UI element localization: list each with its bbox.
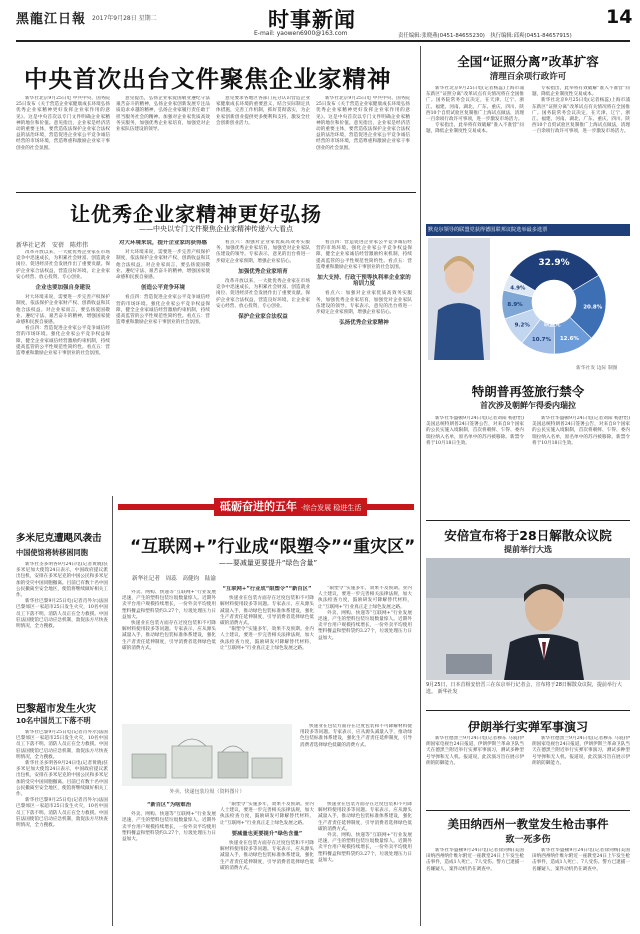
internet-plus-body-col6: 快递业在包装方面存在过度包装和不可降解材料使用较多等问题。专家表示，应从源头减量入手，推动绿色包装标准体系建设，强化生产者责任延伸制度，引导消费者选择绿色低碳的消费方式。 外卖、网购、快递等“互联网+”行业发展迅速，产生的塑料包装垃圾数量惊人。近期外卖平台用户规模持续增长，一份外卖平均使用塑料餐盒和塑料袋约3.27个，垃圾处理压力日益加大。	[318, 802, 412, 863]
lead-headline: 中央首次出台文件聚焦企业家精神	[24, 65, 392, 93]
feature-body-col4: 看点四：营造促进企业家公平竞争诚信经营的市场环境。强化企业家公平竞争权益保障，健全企业家诚信经营激励约束机制，持续提高监管的公平性规范性简约性。看点五：营造尊重和激励企业家干事创业的社会氛围。 加大支持、行政干预等执利率企业家的培训力度 看点六：加强对企业家优质高效务实服务，加强优秀企业家培育，加强党对企业家队伍建设的领导。专家表示，意见的出台将进一步稳定企业家预期，增强企业家信心。 弘扬优秀企业家精神	[316, 240, 412, 327]
tennessee-story	[426, 812, 630, 926]
election-chart-panel	[426, 224, 630, 376]
paris-subhead: 10名中国员工下落不明	[16, 716, 91, 725]
left-lower-divider	[112, 496, 113, 926]
feature-subhead-1: 对大环境来说，提升企业家的获得感	[118, 240, 207, 246]
feature-headline: 让优秀企业家精神更好弘扬	[70, 202, 322, 226]
pie-value-label-5: 8.9%	[507, 301, 523, 308]
tennessee-body-col1: 新华社华盛顿9月24日电(记者徐剑梅)美国田纳西州纳什维尔附近一座教堂24日上午发生枪击事件，造成1人死亡、7人受伤。警方已逮捕一名嫌疑人，案件动机仍在调查中。	[426, 848, 524, 872]
internet-plus-photo-caption: 外卖、快递包装垃圾（资料图片）	[169, 789, 245, 795]
license-body-col1: 新华社北京9月25日电(记者杨蕊)上海市浦东新区“证照分离”改革试点有关情况将在全国推广。国务院常务会议决定，在天津、辽宁、浙江、福建、河南、湖北、广东、重庆、四川、陕西10个自贸试验区复制推广上海试点做法，清理一百余项行政许可事项，进一步激发市场活力。 专家指出，此举将有效破解“准入不准营”问题，降低企业制度性交易成本。	[426, 86, 524, 135]
internet-plus-subhead: ——要减量更要提升“绿色含量”	[218, 559, 318, 567]
banner-title	[214, 498, 367, 516]
travel-ban-body-col1: 新华社华盛顿9月24日电(记者刘阳 杨舒怡)美国总统特朗普24日签署公告，对来自8个国家的公民实施入境限制，首次将朝鲜、乍得、委内瑞拉纳入名单，原名单中的苏丹被移除。新禁令将于10月18日生效。	[426, 416, 524, 446]
right-column-divider	[420, 46, 421, 926]
feature-subhead-2: 企业也要加强自身建设	[35, 285, 91, 292]
internet-plus-body-col2: “互联网+”行业成“限塑令”“新百区” 快递业在包装方面存在过度包装和不可降解材料使用较多等问题。专家表示，应从源头减量入手，推动绿色包装标准体系建设，强化生产者责任延伸制度，引导消费者选择绿色低碳的消费方式。 “限塑令”实施多年，效果不及预期。业内人士建议，要进一步完善相关法律法规，加大执法检查力度，鼓励研发可降解替代材料，让“互联网+”行业真正走上绿色发展之路。	[220, 586, 314, 651]
page-number: 14	[606, 6, 633, 28]
feature-subhead-5: 加大支持、行政干预等执利率企业家的培训力度	[317, 275, 411, 288]
internet-plus-headline: “互联网+”行业成“限塑令”“重灾区”	[130, 537, 416, 557]
license-subhead: 清理百余项行政许可	[489, 72, 567, 82]
travel-ban-story	[426, 378, 630, 518]
feature-byline: 新华社记者 安蓓 陈炜伟	[16, 242, 89, 249]
hurricane-subhead: 中国使馆将转移困同胞	[16, 548, 88, 557]
travel-ban-subhead: 首次涉及朝鲜乍得委内瑞拉	[480, 401, 576, 410]
lead-story	[16, 46, 414, 186]
internet-plus-body-col1: 外卖、网购、快递等“互联网+”行业发展迅速，产生的塑料包装垃圾数量惊人。近期外卖平台用户规模持续增长，一份外卖平均使用塑料餐盒和塑料袋约3.27个，垃圾处理压力日益加大。 快递业在包装方面存在过度包装和不可降解材料使用较多等问题。专家表示，应从源头减量入手，推动绿色包装标准体系建设，强化生产者责任延伸制度，引导消费者选择绿色低碳的消费方式。	[122, 590, 216, 651]
hurricane-headline: 多米尼克遭飓风袭击	[16, 533, 102, 544]
license-body-col2: 专家指出，此举将有效破解“准入不准营”问题，降低企业制度性交易成本。 新华社北京9月25日电(记者杨蕊)上海市浦东新区“证照分离”改革试点有关情况将在全国推广。国务院常务会议决定，在天津、辽宁、浙江、福建、河南、湖北、广东、重庆、四川、陕西10个自贸试验区复制推广上海试点做法，清理一百余项行政许可事项，进一步激发市场活力。	[532, 86, 630, 135]
issue-date: 2017年9月28日 星期二	[92, 15, 157, 22]
feature-body-col2: 对大环境来说，提升企业家的获得感 对大环境来说，需要进一步完善产权保护制度，依法保护企业家财产权、创新收益和其他合法权益。对企业家而言，要弘扬爱国敬业、遵纪守法、艰苦奋斗的精神，增强国家使命感和民族自豪感。 创造公平竞争环境 看点四：营造促进企业家公平竞争诚信经营的市场环境。强化企业家公平竞争权益保障，健全企业家诚信经营激励约束机制，持续提高监管的公平性规范性简约性。看点五：营造尊重和激励企业家干事创业的社会氛围。	[116, 240, 210, 326]
lead-divider	[16, 192, 416, 193]
chart-caption: 新华社发 边际 制图	[576, 366, 618, 371]
iran-body-col2: 新华社德黑兰9月24日电(记者穆东 马骁)伊朗国家电视台24日报道，伊朗伊斯兰革命卫队当天在德黑兰附近举行实弹军事演习，测试多种型号导弹和无人机。报道说，此次演习旨在展示伊朗的防御能力。	[532, 736, 630, 766]
pie-value-label-6: 4.9%	[510, 285, 526, 292]
editor-credits: 责任编辑:张晓燕(0451-84655230) 执行编辑:邱爽(0451-84657915)	[398, 33, 572, 39]
feature-subhead-7: 保护企业家合法权益	[238, 314, 288, 321]
internet-plus-subhead-1: “互联网+”行业成“限塑令”“新百区”	[222, 586, 312, 592]
feature-subhead-4: 加强优秀企业家培育	[238, 268, 288, 275]
hurricane-body: 新华社圣多明各9月24日电(记者黄晓)驻多米尼加大使馆24日表示，中国政府提议派出包机，安排在多米尼克的中国公民和多米尼加的受灾中国同胞撤离。目前已有数十名中国公民撤离至安全地区，使馆将继续做好相关工作。 新华社巴黎9月25日电(记者肖外尔)法国巴黎郊区一家超市25日发生火灾，10名中国员工下落不明。消防人员正在全力救援。中国驻法国使馆已启动应急机制，敦促法方尽快查明情况，全力搜救。	[16, 562, 108, 630]
feature-subhead: ——中央以专门文件聚焦企业家精神传递六大看点	[139, 225, 293, 233]
lead-body-col2: 意见提出，弘扬企业家爱国敬业遵纪守法艰苦奋斗的精神，弘扬企业家创新发展专注品质追求卓越的精神，弘扬企业家履行责任敢于担当服务社会的精神。加强对企业家优质高效务实服务，加强优秀企业家培育，加强党对企业家队伍建设的领导。	[116, 96, 210, 133]
lead-body-col3: 意见要求各地区各部门充分认识营造企业家健康成长环境的重要意义，结合实际制定具体措施，完善工作机制，抓好贯彻落实，为企业家创新创业提供更多便利和支持，激发全社会创新创业活力。	[216, 96, 310, 126]
internet-plus-body-col3b: 快递业在包装方面存在过度包装和不可降解材料使用较多等问题。专家表示，应从源头减量入手，推动绿色包装标准体系建设，强化生产者责任延伸制度，引导消费者选择绿色低碳的消费方式。	[300, 724, 412, 748]
feature-body-col3: 看点六：加强对企业家优质高效务实服务，加强优秀企业家培育，加强党对企业家队伍建设的领导。专家表示，意见的出台将进一步稳定企业家预期，增强企业家信心。 加强优秀企业家培育 改革开放以来，一大批优秀企业家在市场竞争中迅速成长，为积累社会财富、创造就业岗位、促进经济社会发展作出了重要贡献。保护企业家合法权益，营造良好环境，让企业家安心经营、放心投资、专心创业。 保护企业家合法权益	[216, 240, 310, 321]
feature-story	[16, 196, 416, 496]
election-pie-chart	[494, 240, 628, 360]
abe-photo-caption: 9月25日，日本首相安倍晋三在东京举行记者会，宣布将于28日解散众议院，提前举行大选。 新华社发	[426, 682, 622, 695]
internet-plus-subhead-2: “新百区”为啥难治	[146, 802, 192, 808]
iran-story	[426, 712, 630, 808]
lead-body-col1: 新华社北京9月25日电 中共中央、国务院25日发布《关于营造企业家健康成长环境弘扬优秀企业家精神更好发挥企业家作用的意见》。这是中央首次以专门文件明确企业家精神的地位和价值。意见指出，企业家是经济活动的重要主体，要营造依法保护企业家合法权益的法治环境，营造促进企业家公平竞争诚信经营的市场环境，营造尊重和激励企业家干事创业的社会氛围。	[16, 96, 110, 151]
section-title: 时事新闻	[268, 8, 356, 32]
paris-story	[16, 700, 108, 926]
banner-white-label: ·综合发展 稳进生活	[300, 504, 362, 512]
abe-photo	[426, 558, 630, 680]
internet-plus-body-col4: “新百区”为啥难治 外卖、网购、快递等“互联网+”行业发展迅速，产生的塑料包装垃圾数量惊人。近期外卖平台用户规模持续增长，一份外卖平均使用塑料餐盒和塑料袋约3.27个，垃圾处理压力日益加大。	[122, 802, 216, 843]
chart-title: 默克尔领导的联盟党获得德国联邦议院选举最多选票	[428, 227, 548, 233]
internet-plus-body-col3: “限塑令”实施多年，效果不及预期。业内人士建议，要进一步完善相关法律法规，加大执法检查力度，鼓励研发可降解替代材料，让“互联网+”行业真正走上绿色发展之路。 外卖、网购、快递等“互联网+”行业发展迅速，产生的塑料包装垃圾数量惊人。近期外卖平台用户规模持续增长，一份外卖平均使用塑料餐盒和塑料袋约3.27个，垃圾处理压力日益加大。	[318, 586, 412, 641]
internet-plus-byline: 新华社记者 周蕊 高健钧 陆渝	[132, 576, 216, 582]
right-divider-2	[426, 710, 630, 711]
tennessee-headline: 美田纳西州一教堂发生枪击事件	[447, 817, 609, 831]
section-email: E-mail: yaowen6900@163.com	[254, 30, 348, 37]
paris-body: 新华社巴黎9月25日电(记者肖外尔)法国巴黎郊区一家超市25日发生火灾，10名中国员工下落不明。消防人员正在全力救援。中国驻法国使馆已启动应急机制，敦促法方尽快查明情况，全力搜救。 新华社圣多明各9月24日电(记者黄晓)驻多米尼加大使馆24日表示，中国政府提议派出包机，安排在多米尼克的中国公民和多米尼加的受灾中国同胞撤离。目前已有数十名中国公民撤离至安全地区，使馆将继续做好相关工作。 新华社巴黎9月25日电(记者肖外尔)法国巴黎郊区一家超市25日发生火灾，10名中国员工下落不明。消防人员正在全力救援。中国驻法国使馆已启动应急机制，敦促法方尽快查明情况，全力搜救。	[16, 730, 108, 829]
tennessee-subhead: 致一死多伤	[505, 835, 551, 845]
travel-ban-headline: 特朗普再签旅行禁令	[471, 384, 585, 399]
tennessee-body-col2: 新华社华盛顿9月24日电(记者徐剑梅)美国田纳西州纳什维尔附近一座教堂24日上午发生枪击事件，造成1人死亡、7人受伤。警方已逮捕一名嫌疑人，案件动机仍在调查中。	[532, 848, 630, 872]
pie-value-label-3: 10.7%	[531, 336, 552, 343]
license-story	[426, 46, 630, 222]
pie-value-label-2: 12.6%	[559, 335, 579, 342]
masthead-rule	[16, 40, 630, 42]
lead-body-col4: 新华社北京9月25日电 中共中央、国务院25日发布《关于营造企业家健康成长环境弘扬优秀企业家精神更好发挥企业家作用的意见》。这是中央首次以专门文件明确企业家精神的地位和价值。意见指出，企业家是经济活动的重要主体，要营造依法保护企业家合法权益的法治环境，营造促进企业家公平竞争诚信经营的市场环境，营造尊重和激励企业家干事创业的社会氛围。	[316, 96, 410, 151]
series-banner	[118, 498, 414, 516]
paper-logo: 黑龍江日報	[16, 12, 87, 27]
hurricane-story	[16, 496, 108, 696]
pie-value-label-1: 20.8%	[583, 304, 603, 311]
abe-subhead: 提前举行大选	[504, 545, 552, 554]
abe-headline: 安倍宣布将于28日解散众议院	[444, 528, 612, 543]
feature-subhead-6: 弘扬优秀企业家精神	[339, 320, 389, 327]
license-headline: 全国“证照分离”改革扩容	[457, 54, 599, 69]
feature-subhead-3: 创造公平竞争环境	[140, 285, 185, 292]
iran-body-col1: 新华社德黑兰9月24日电(记者穆东 马骁)伊朗国家电视台24日报道，伊朗伊斯兰革命卫队当天在德黑兰附近举行实弹军事演习，测试多种型号导弹和无人机。报道说，此次演习旨在展示伊朗的防御能力。	[426, 736, 524, 766]
pie-value-label-4: 9.2%	[514, 322, 530, 329]
feature-body-col1: 改革开放以来，一大批优秀企业家在市场竞争中迅速成长，为积累社会财富、创造就业岗位、促进经济社会发展作出了重要贡献。保护企业家合法权益，营造良好环境，让企业家安心经营、放心投资、专心创业。 企业也要加强自身建设 对大环境来说，需要进一步完善产权保护制度，依法保护企业家财产权、创新收益和其他合法权益。对企业家而言，要弘扬爱国敬业、遵纪守法、艰苦奋斗的精神，增强国家使命感和民族自豪感。 看点四：营造促进企业家公平竞争诚信经营的市场环境。强化企业家公平竞争权益保障，健全企业家诚信经营激励约束机制，持续提高监管的公平性规范性简约性。看点五：营造尊重和激励企业家干事创业的社会氛围。	[16, 250, 110, 357]
banner-red-label: 砥砺奋进的五年	[220, 500, 297, 513]
right-divider-3	[426, 810, 630, 811]
abe-story	[426, 522, 630, 702]
paris-headline: 巴黎超市发生火灾	[16, 704, 96, 715]
internet-plus-subhead-3: 要减量也更要提升“绿色含量”	[231, 830, 303, 837]
pie-value-label-0: 32.9%	[538, 258, 570, 268]
right-divider-1	[426, 520, 630, 521]
internet-plus-body-col5: “限塑令”实施多年，效果不及预期。业内人士建议，要进一步完善相关法律法规，加大执法检查力度，鼓励研发可降解替代材料，让“互联网+”行业真正走上绿色发展之路。 要减量也更要提升“绿色含量” 快递业在包装方面存在过度包装和不可降解材料使用较多等问题。专家表示，应从源头减量入手，推动绿色包装标准体系建设，强化生产者责任延伸制度，引导消费者选择绿色低碳的消费方式。	[220, 802, 314, 871]
travel-ban-body-col2: 新华社华盛顿9月24日电(记者刘阳 杨舒怡)美国总统特朗普24日签署公告，对来自8个国家的公民实施入境限制，首次将朝鲜、乍得、委内瑞拉纳入名单，原名单中的苏丹被移除。新禁令将于10月18日生效。	[532, 416, 630, 446]
masthead	[0, 0, 640, 46]
iran-headline: 伊朗举行实弹军事演习	[467, 720, 588, 734]
internet-plus-story	[118, 520, 416, 926]
chart-center-label: 联盟党	[544, 322, 561, 328]
merkel-photo	[428, 238, 490, 360]
internet-plus-illustration	[122, 724, 292, 786]
